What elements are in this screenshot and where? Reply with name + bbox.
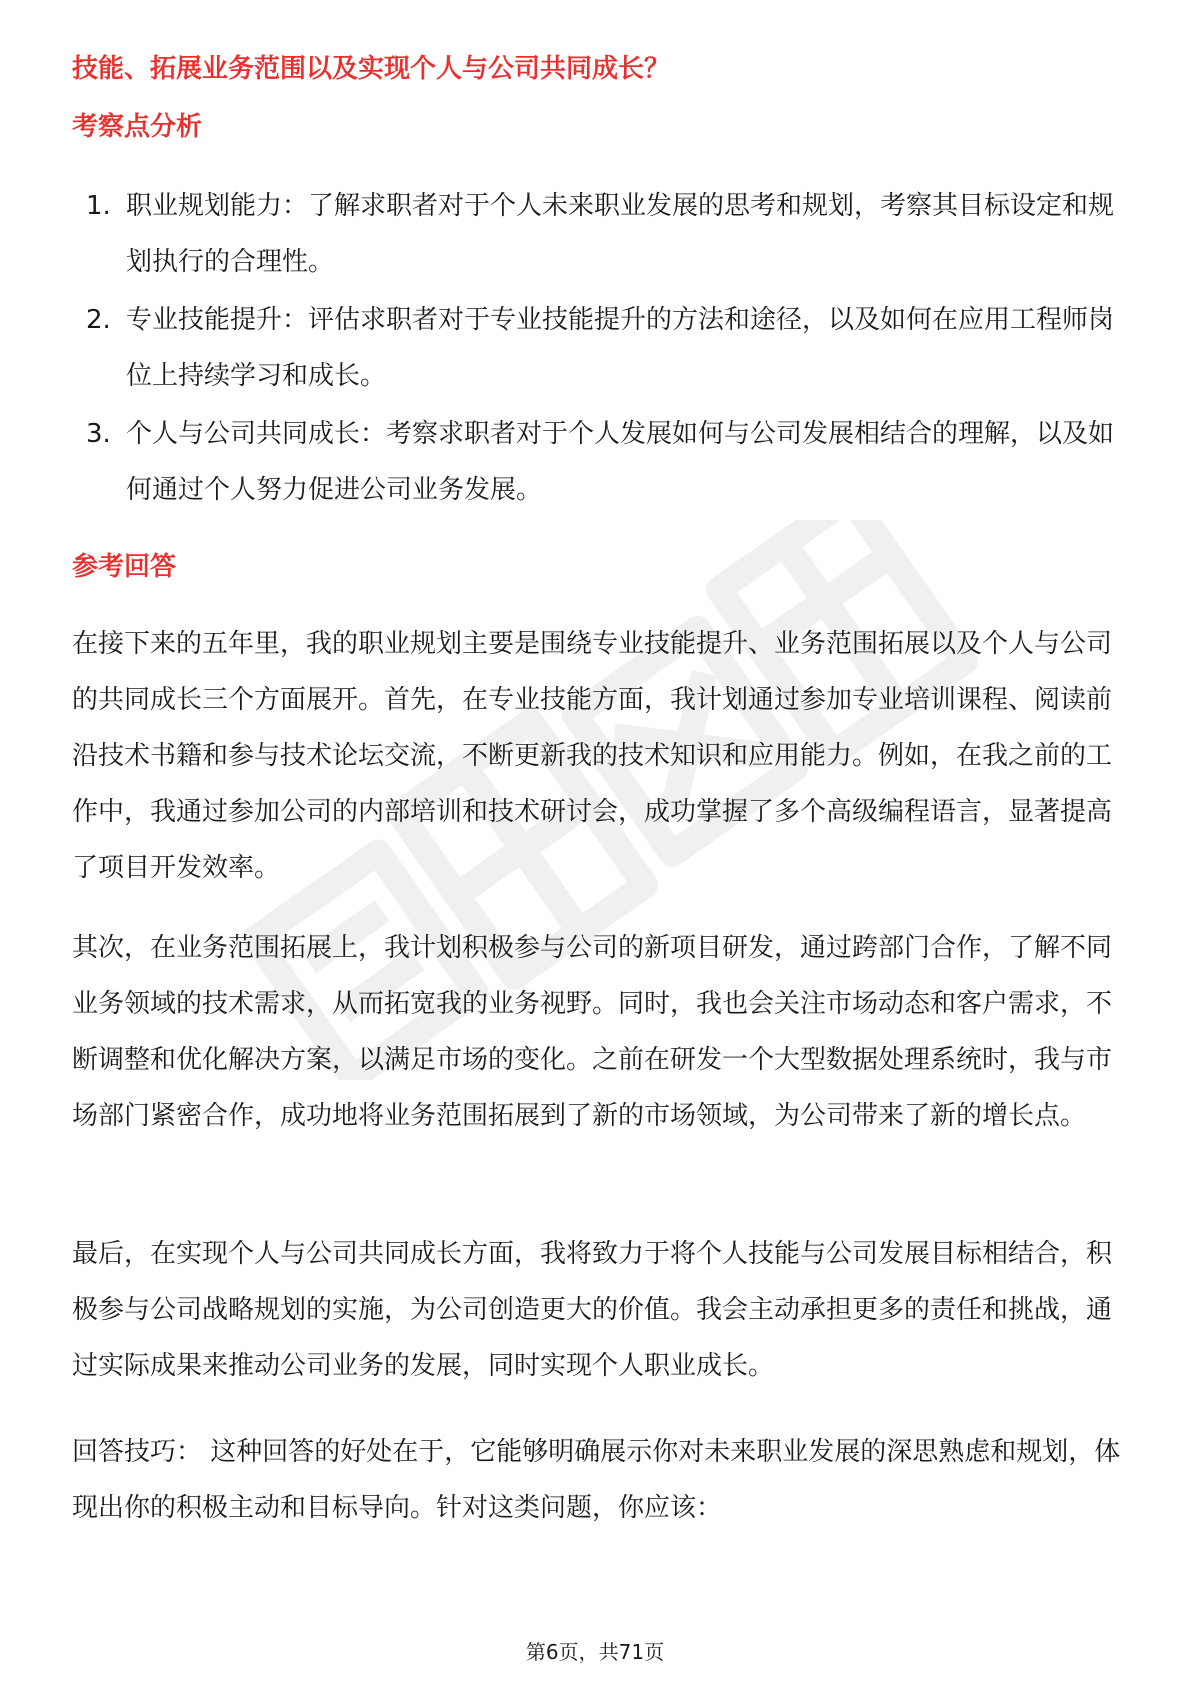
list-item-text: 专业技能提升：评估求职者对于专业技能提升的方法和途径，以及如何在应用工程师岗位上持续学习和成长。 — [126, 305, 1115, 391]
list-item-text: 职业规划能力：了解求职者对于个人未来职业发展的思考和规划，考察其目标设定和规划执行的合理性。 — [126, 191, 1115, 277]
analysis-heading: 考察点分析 — [72, 112, 203, 142]
analysis-points-list — [72, 178, 1122, 520]
list-item-number: 3. — [86, 419, 111, 449]
list-item-text: 个人与公司共同成长：考察求职者对于个人发展如何与公司发展相结合的理解，以及如何通过个人努力促进公司业务发展。 — [126, 419, 1115, 505]
answer-tips-paragraph: 回答技巧： 这种回答的好处在于，它能够明确展示你对未来职业发展的深思熟虑和规划，体现出你的积极主动和目标导向。针对这类问题，你应该： — [72, 1437, 1121, 1523]
list-item — [72, 292, 1122, 404]
list-item-number: 1. — [86, 191, 111, 221]
list-item-number: 2. — [86, 305, 111, 335]
page-number-footer: 第6页，共71页 — [525, 1640, 665, 1664]
list-item — [72, 406, 1122, 518]
question-heading: 技能、拓展业务范围以及实现个人与公司共同成长？ — [72, 54, 671, 84]
list-item — [72, 178, 1122, 290]
answer-heading: 参考回答 — [72, 552, 177, 582]
answer-paragraph: 在接下来的五年里，我的职业规划主要是围绕专业技能提升、业务范围拓展以及个人与公司的共同成长三个方面展开。首先，在专业技能方面，我计划通过参加专业培训课程、阅读前沿技术书籍和参与技术论坛交流，不断更新我的技术知识和应用能力。例如，在我之前的工作中，我通过参加公司的内部培训和技术研讨会，成功掌握了多个高级编程语言，显著提高了项目开发效率。 — [72, 629, 1113, 883]
answer-paragraph: 最后，在实现个人与公司共同成长方面，我将致力于将个人技能与公司发展目标相结合，积极参与公司战略规划的实施，为公司创造更大的价值。我会主动承担更多的责任和挑战，通过实际成果来推动公司业务的发展，同时实现个人职业成长。 — [72, 1239, 1113, 1381]
answer-paragraph: 其次，在业务范围拓展上，我计划积极参与公司的新项目研发，通过跨部门合作，了解不同业务领域的技术需求，从而拓宽我的业务视野。同时，我也会关注市场动态和客户需求，不断调整和优化解决方案，以满足市场的变化。之前在研发一个大型数据处理系统时，我与市场部门紧密合作，成功地将业务范围拓展到了新的市场领域，为公司带来了新的增长点。 — [72, 933, 1113, 1131]
